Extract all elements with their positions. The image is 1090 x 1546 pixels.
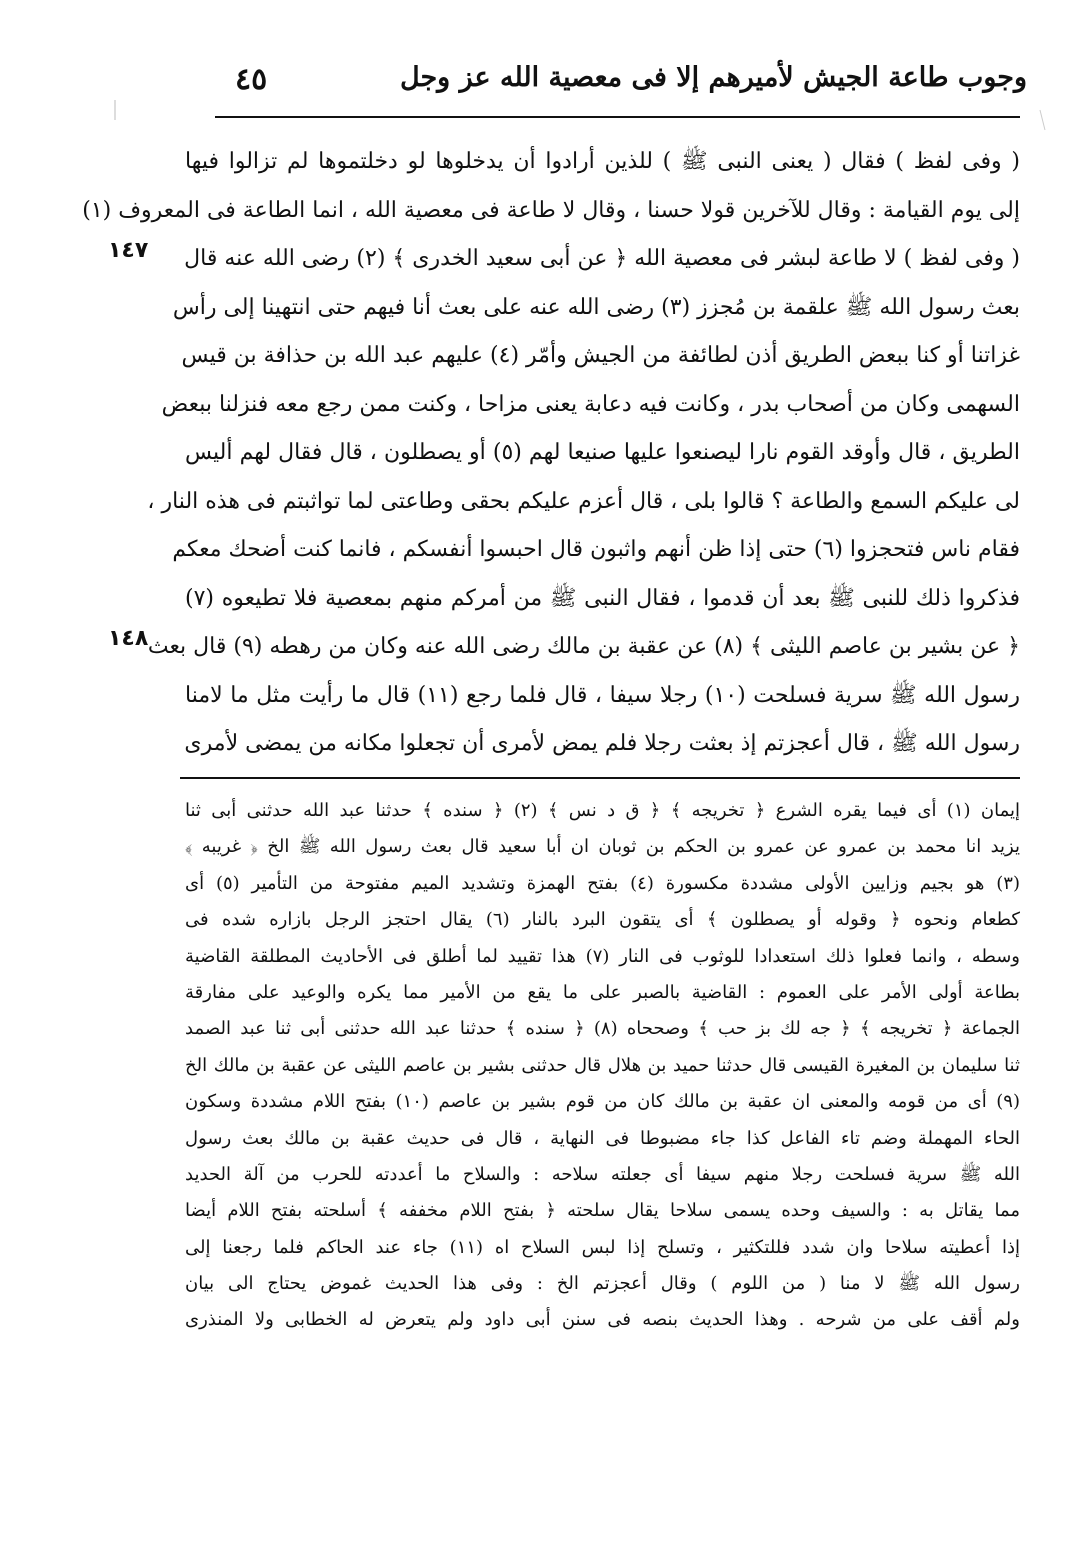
footnote-line: ولم أقف على من شرحه . وهذا الحديث بنصه فى سنن أبى داود ولم يتعرض له الخطابى ولا المنذرى	[185, 1309, 1020, 1331]
footnote-line: ثنا سليمان بن المغيرة القيسى قال حدثنا حميد بن هلال قال حدثنى بشير بن عاصم الليثى عن عقبة بن مالك الخ	[185, 1054, 1020, 1076]
footnote-line: إذا أعطيته سلاحا وان شدد فللتكثير ، وتسلح إذا لبس السلاح اه (١١) جاء عند الحاكم فلما رجعنا إلى	[185, 1236, 1021, 1258]
text-line: لى عليكم السمع والطاعة ؟ قالوا بلى ، قال أعزم عليكم بحقى وطاعتى لما تواثبتم فى هذه النار ،	[147, 488, 1020, 514]
footnote-line: (٣) هو بجيم وزايين الأولى مشددة مكسورة (٤) بفتح الهمزة وتشديد الميم مفتوحة من التأمير (٥) أى	[185, 872, 1020, 894]
footnote-line: إيمان (١) أى فيما يقره الشرع ﴿ تخريجه ﴾ ﴿ ق د نس ﴾ (٢) ﴿ سنده ﴾ حدثنا عبد الله حدثنى أبى ثنا	[185, 800, 1020, 821]
text-line: ( وفى لفظ ) لا طاعة لبشر فى معصية الله ﴿ عن أبى سعيد الخدرى ﴾ (٢) رضى الله عنه قال	[184, 246, 1020, 271]
footnote-line: الجماعة ﴿ تخريجه ﴾ ﴿ جه لك بز حب ﴾ وصححاه (٨) ﴿ سنده ﴾ حدثنا عبد الله حدثنى أبى ثنا عبد الصمد	[185, 1018, 1020, 1040]
text-line: فقام ناس فتحجزوا (٦) حتى إذا ظن أنهم واثبون قال احبسوا أنفسكم ، فانما كنت أضحك معكم	[172, 537, 1020, 562]
footnote-line: كطعام ونحوه ﴿ وقوله أو يصطلون ﴾ أى يتقون البرد بالنار (٦) يقال احتجز الرجل بازاره شده فى	[185, 909, 1020, 931]
footnote-line: رسول الله ﷺ لا منا ( من اللوم ) وقال أعجزتم الخ : وفى هذا الحديث غموض يحتاج الى بيان	[185, 1273, 1020, 1295]
footnotes-block	[185, 793, 1020, 1339]
page-header	[215, 58, 1027, 114]
text-line: فذكروا ذلك للنبى ﷺ بعد أن قدموا ، فقال النبى ﷺ من أمركم منهم بمعصية فلا تطيعوه (٧)	[185, 585, 1020, 611]
text-line: السهمى وكان من أصحاب بدر ، وكانت فيه دعابة يعنى مزاحا ، وكنت ممن رجع معه فنزلنا ببعض	[161, 391, 1020, 417]
footnote-line: الله ﷺ سرية فسلحت رجلا منهم سيفا أى جعلته سلاحه : والسلاح ما أعددته للحرب من آلة الحديد	[185, 1163, 1020, 1185]
footnote-line: يزيد انا محمد بن عمرو عن عمرو بن الحكم بن ثوبان ان أبا سعيد قال بعث رسول الله ﷺ الخ ﴿ غريبه ﴾	[185, 836, 1020, 858]
text-line: بعث رسول الله ﷺ علقمة بن مُجزز (٣) رضى الله عنه على بعث أنا فيهم حتى انتهينا إلى رأس	[172, 294, 1020, 320]
footnote-line: الحاء المهملة وضم تاء الفاعل كذا جاء مضبوطا فى النهاية ، قال فى حديث عقبة بن مالك بعث رسول	[185, 1127, 1020, 1149]
hadith-number: ١٤٧	[108, 238, 149, 263]
text-line: الطريق ، قال وأوقد القوم نارا ليصنعوا عليها صنيعا لهم (٥) أو يصطلون ، قال فقال لهم أليس	[185, 440, 1020, 465]
footnote-line: مما يقاتل به : والسيف وحده يسمى سلاحا يقال سلحته ﴿ بفتح اللام مخففه ﴾ أسلحته بفتح اللام أيضا	[185, 1200, 1020, 1222]
running-title: وجوب طاعة الجيش لأميرهم إلا فى معصية الله عز وجل	[400, 62, 1027, 93]
footnote-line: وسطه ، وانما فعلوا ذلك استعدادا للوثوب فى النار (٧) هذا تقييد لما أطلق فى الأحاديث المطلقة القاضية	[185, 945, 1020, 967]
page-number: ٤٥	[235, 62, 268, 97]
footnote-line: بطاعة أولى الأمر على العموم : القاضية بالصبر على ما يقع من الأمير مما يكره والوعيد على مفارقة	[185, 981, 1020, 1003]
text-line: رسول الله ﷺ سرية فسلحت (١٠) رجلا سيفا ، قال فلما رجع (١١) قال ما رأيت مثل ما لامنا	[185, 682, 1020, 708]
hadith-number: ١٤٨	[108, 626, 149, 651]
header-divider	[215, 116, 1020, 118]
text-line: ﴿ عن بشير بن عاصم الليثى ﴾ (٨) عن عقبة بن مالك رضى الله عنه وكان من رهطه (٩) قال بعث	[147, 634, 1020, 659]
text-line: إلى يوم القيامة : وقال للآخرين قولا حسنا ، وقال لا طاعة فى معصية الله ، انما الطاعة فى المعروف (١)	[82, 197, 1020, 223]
footnote-divider	[180, 777, 1020, 779]
text-line: رسول الله ﷺ ، قال أعجزتم إذ بعثت رجلا فلم يمض لأمرى أن تجعلوا مكانه من يمضى لأمرى	[184, 731, 1020, 756]
text-line: غزاتنا أو كنا ببعض الطريق أذن لطائفة من الجيش وأمّر (٤) عليهم عبد الله بن حذافة بن قيس	[181, 343, 1020, 368]
footnote-line: (٩) أى من قومه والمعنى ان عقبة بن مالك كان من قوم بشير بن عاصم (١٠) بفتح اللام مشددة وسكون	[185, 1091, 1020, 1113]
text-line: ( وفى لفظ ) فقال ( يعنى النبى ﷺ ) للذين أرادوا أن يدخلوها لو دخلتموها لم تزالوا فيها	[185, 149, 1020, 174]
